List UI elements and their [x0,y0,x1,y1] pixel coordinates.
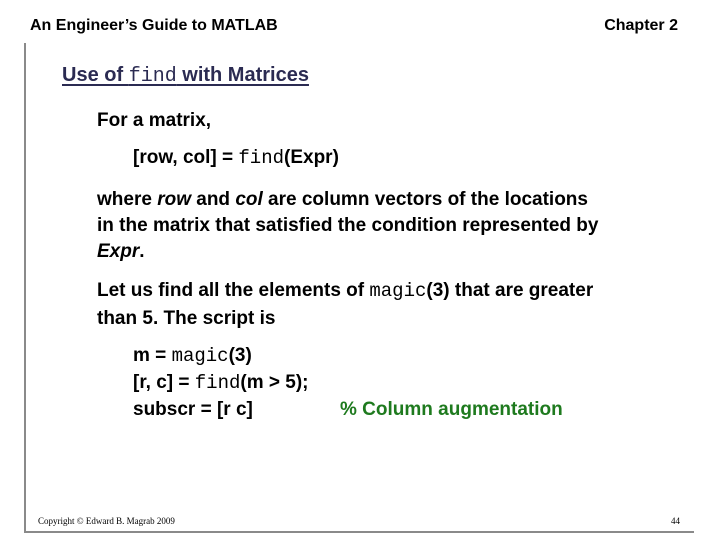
desc-3-expr: Expr [97,241,140,262]
title-text-post: with Matrices [176,64,309,86]
script-1-code: magic [171,345,229,367]
syntax-line [133,145,339,171]
syntax-post: (Expr) [284,147,339,168]
desc-1-post: are column vectors of the locations [262,189,588,210]
syntax-code: find [238,147,284,169]
title-code: find [128,65,177,88]
script-comment: % Column augmentation [340,399,563,420]
copyright-text: Copyright © Edward B. Magrab 2009 [38,516,175,526]
book-title: An Engineer’s Guide to MATLAB [30,17,278,34]
script-2-pre: [r, c] = [133,372,195,393]
desc-1-mid: and [190,189,236,210]
example-1-pre: Let us find all the elements of [97,280,370,301]
slide-title [62,64,309,88]
script-line-3: subscr = [r c] [133,399,253,420]
script-line-2 [133,370,309,396]
intro-text: For a matrix, [97,110,212,131]
script-2-code: find [194,372,241,394]
script-2-post: (m > 5); [240,372,309,393]
page-number: 44 [671,516,680,526]
example-line-1 [97,278,593,304]
description-line-3 [97,239,145,265]
desc-1-pre: where [97,189,158,210]
desc-1-col: col [235,189,263,210]
script-1-post: (3) [228,345,252,366]
desc-1-row: row [157,189,191,210]
syntax-pre: [row, col] = [133,147,239,168]
example-1-code: magic [369,280,427,302]
description-line-2: in the matrix that satisfied the condition represented by [97,215,599,236]
script-line-1 [133,343,252,369]
title-text-pre: Use of [62,64,129,86]
chapter-label: Chapter 2 [604,17,678,34]
desc-3-post: . [139,241,145,262]
example-1-post: (3) that are greater [426,280,594,301]
description-line-1 [97,187,588,213]
script-1-pre: m = [133,345,172,366]
example-line-2: than 5. The script is [97,308,276,329]
